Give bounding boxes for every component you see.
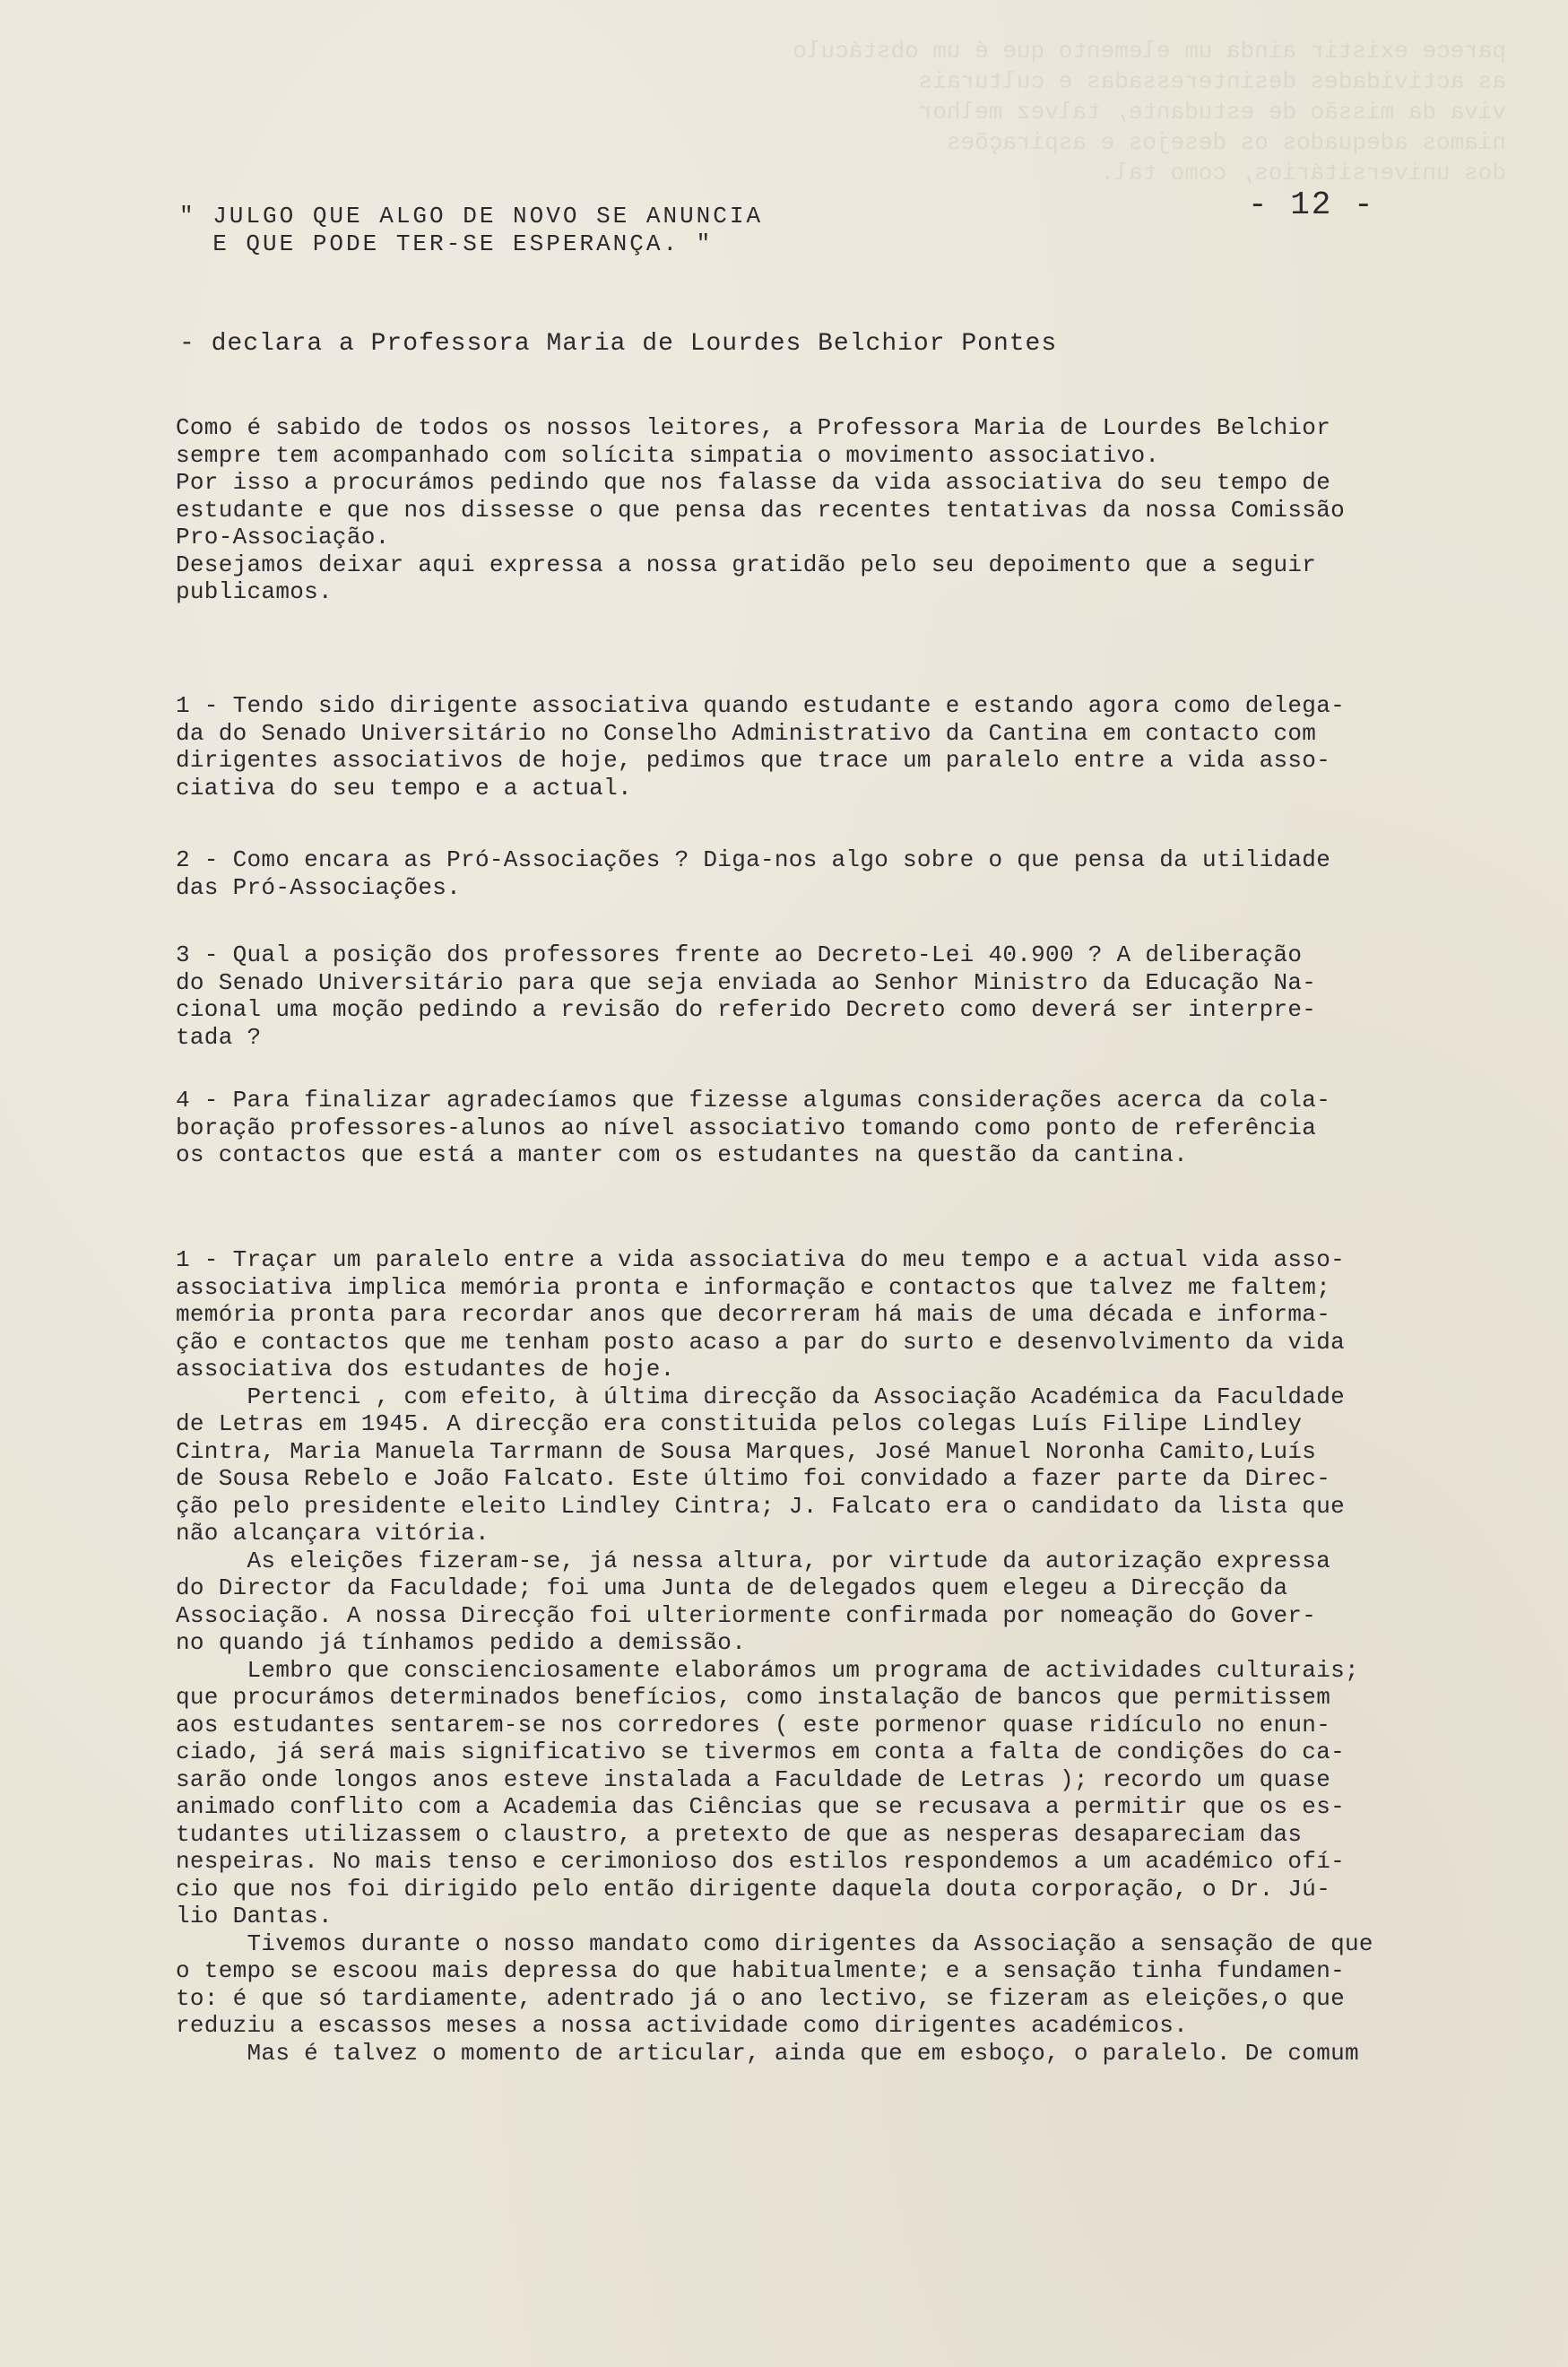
text-line: 1 - Traçar um paralelo entre a vida associativa do meu tempo e a actual vida asso- [176,1246,1346,1273]
title-line: E QUE PODE TER-SE ESPERANÇA. " [179,230,714,257]
text-line: no quando já tínhamos pedido a demissão. [176,1629,747,1656]
text-line: associativa dos estudantes de hoje. [176,1356,675,1383]
text-line: das Pró-Associações. [176,873,462,901]
text-line: Tivemos durante o nosso mandato como dirigentes da Associação a sensação de que [176,1929,1373,1957]
intro-paragraph [176,414,1422,606]
text-line: que procurámos determinados benefícios, como instalação de bancos que permitissem [176,1684,1331,1711]
text-line: Associação. A nossa Direcção foi ulteriormente confirmada por nomeação do Gover- [176,1601,1317,1629]
text-line: boração professores-alunos ao nível associativo tomando como ponto de referência [176,1114,1317,1141]
text-line: ciado, já será mais significativo se tivermos em conta a falta de condições do ca- [176,1738,1346,1765]
text-line: As eleições fizeram-se, já nessa altura, por virtude da autorização expressa [176,1547,1331,1574]
article-title [179,203,763,257]
text-line: Por isso a procurámos pedindo que nos falasse da vida associativa do seu tempo de [176,469,1331,496]
text-line: Pertenci , com efeito, à última direcção da Associação Académica da Faculdade [176,1383,1346,1410]
answer-text [176,1246,1422,2067]
question-1 [176,692,1422,802]
text-line: Mas é talvez o momento de articular, ainda que em esboço, o paralelo. De comum [176,2039,1359,2067]
question-3 [176,941,1422,1051]
text-line: tada ? [176,1023,262,1051]
text-line: cio que nos foi dirigido pelo então dirigente daquela douta corporação, o Dr. Jú- [176,1875,1331,1903]
text-line: Cintra, Maria Manuela Tarrmann de Sousa Marques, José Manuel Noronha Camito,Luís [176,1437,1317,1465]
text-line: cional uma moção pedindo a revisão do referido Decreto como deverá ser interpre- [176,996,1317,1023]
question-2 [176,846,1422,901]
byline: - declara a Professora Maria de Lourdes Belchior Pontes [179,330,1058,358]
text-line: dirigentes associativos de hoje, pedimos que trace um paralelo entre a vida asso- [176,747,1331,774]
text-line: Como é sabido de todos os nossos leitores, a Professora Maria de Lourdes Belchior [176,414,1331,441]
text-line: de Letras em 1945. A direcção era constituida pelos colegas Luís Filipe Lindley [176,1410,1303,1437]
text-line: estudante e que nos dissesse o que pensa das recentes tentativas da nossa Comissão [176,496,1346,524]
show-through-text: parece existir ainda um elemento que é um obstáculo as actividades desinteressadas e culturais viva da missão de estudante, talvez melhor niamos adequados os desejos e aspirações dos universitários, como tal. [793,38,1506,186]
text-line: lio Dantas. [176,1903,333,1929]
text-line: sarão onde longos anos esteve instalada a Faculdade de Letras ); recordo um quase [176,1765,1331,1793]
text-line: animado conflito com a Academia das Ciências que se recusava a permitir que os es- [176,1793,1346,1820]
text-line: memória pronta para recordar anos que decorreram há mais de uma década e informa- [176,1301,1331,1328]
question-4 [176,1087,1422,1169]
text-line: Desejamos deixar aqui expressa a nossa gratidão pelo seu depoimento que a seguir [176,551,1317,578]
text-line: Lembro que conscienciosamente elaborámos um programa de actividades culturais; [176,1656,1359,1684]
text-line: 1 - Tendo sido dirigente associativa quando estudante e estando agora como delega- [176,692,1346,719]
text-line: tudantes utilizassem o claustro, a pretexto de que as nesperas desapareciam das [176,1820,1303,1848]
text-line: da do Senado Universitário no Conselho Administrativo da Cantina em contacto com [176,719,1317,747]
text-line: do Director da Faculdade; foi uma Junta de delegados quem elegeu a Direcção da [176,1574,1288,1601]
text-line: associativa implica memória pronta e informação e contactos que talvez me faltem; [176,1273,1331,1301]
text-line: ção pelo presidente eleito Lindley Cintra; J. Falcato era o candidato da lista que [176,1492,1346,1520]
text-line: publicamos. [176,578,333,605]
page-number: - 12 - [1248,186,1375,223]
title-line: " JULGO QUE ALGO DE NOVO SE ANUNCIA [179,203,764,230]
text-line: nespeiras. No mais tenso e cerimonioso dos estilos respondemos a um académico ofí- [176,1848,1346,1875]
text-line: 3 - Qual a posição dos professores frente ao Decreto-Lei 40.900 ? A deliberação [176,941,1303,968]
text-line: não alcançara vitória. [176,1520,489,1547]
text-line: do Senado Universitário para que seja enviada ao Senhor Ministro da Educação Na- [176,968,1317,996]
text-line: to: é que só tardiamente, adentrado já o ano lectivo, se fizeram as eleições,o que [176,1984,1346,2012]
text-line: de Sousa Rebelo e João Falcato. Este último foi convidado a fazer parte da Direc- [176,1465,1331,1492]
text-line: sempre tem acompanhado com solícita simpatia o movimento associativo. [176,441,1160,469]
text-line: aos estudantes sentarem-se nos corredores ( este pormenor quase ridículo no enun- [176,1711,1331,1738]
text-line: o tempo se escoou mais depressa do que habitualmente; e a sensação tinha fundamen- [176,1957,1346,1984]
text-line: Pro-Associação. [176,524,390,551]
text-line: ciativa do seu tempo e a actual. [176,774,632,802]
text-line: 4 - Para finalizar agradecíamos que fizesse algumas considerações acerca da cola- [176,1087,1331,1114]
text-line: 2 - Como encara as Pró-Associações ? Diga-nos algo sobre o que pensa da utilidade [176,846,1331,873]
text-line: ção e contactos que me tenham posto acaso a par do surto e desenvolvimento da vida [176,1328,1346,1356]
text-line: reduziu a escassos meses a nossa actividade como dirigentes académicos. [176,2012,1189,2039]
text-line: os contactos que está a manter com os estudantes na questão da cantina. [176,1141,1189,1168]
